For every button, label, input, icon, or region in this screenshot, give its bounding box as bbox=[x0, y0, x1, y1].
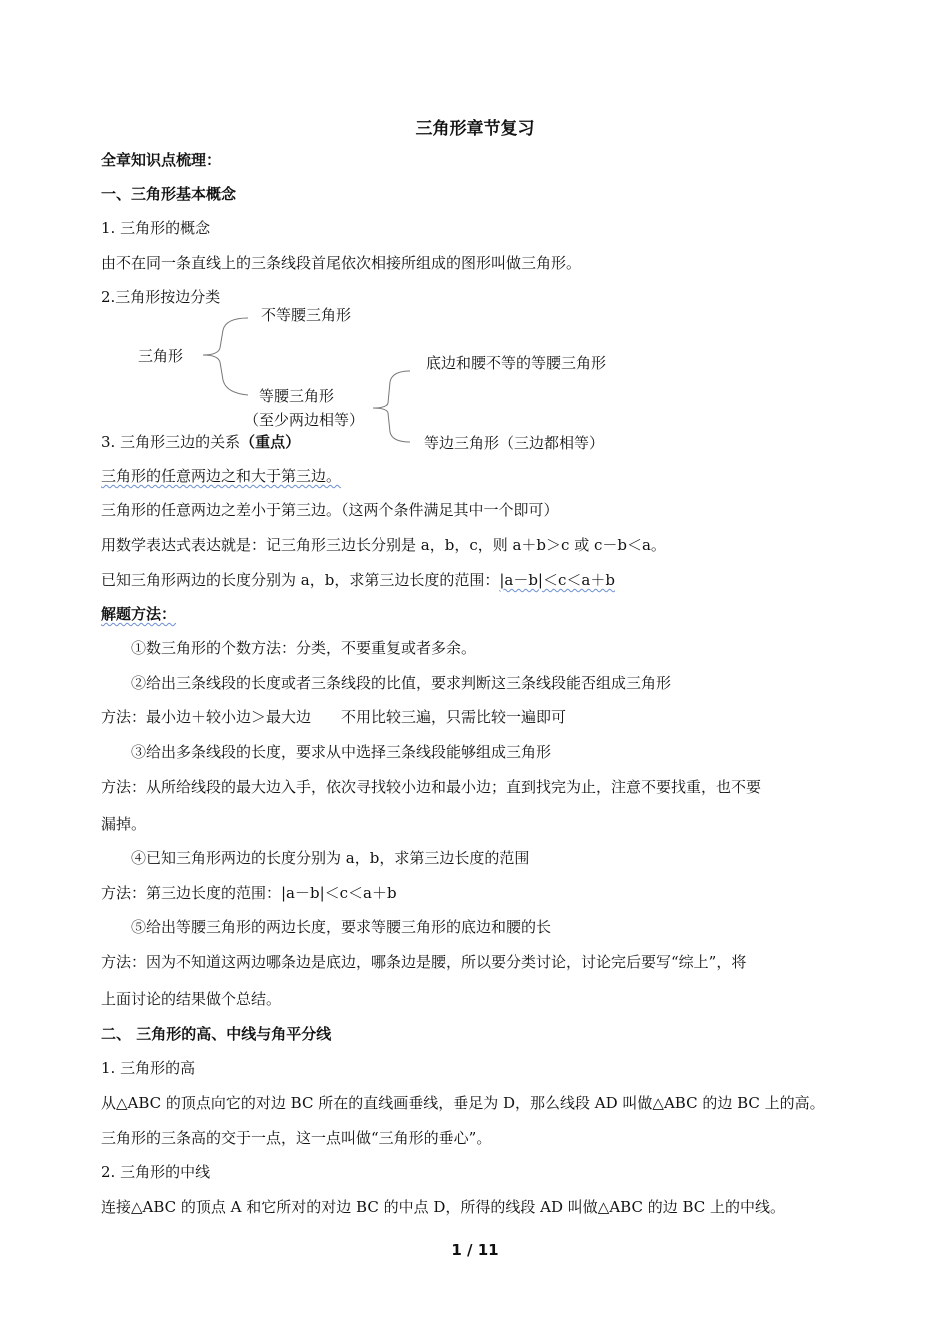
section2-item1-text2: 三角形的三条高的交于一点，这一点叫做“三角形的垂心”。 bbox=[101, 1129, 492, 1147]
overview-heading: 全章知识点梳理： bbox=[101, 151, 222, 169]
item3-line2: 三角形的任意两边之差小于第三边。（这两个条件满足其中一个即可） bbox=[101, 501, 559, 519]
section1-item2-title: 2.三角形按边分类 bbox=[101, 288, 221, 306]
class-isosceles-note: （至少两边相等） bbox=[244, 411, 365, 429]
item3-line4-prefix: 已知三角形两边的长度分别为 a，b，求第三边长度的范围： bbox=[101, 571, 500, 589]
item3-emphasis: （重点） bbox=[240, 433, 301, 451]
class-scalene: 不等腰三角形 bbox=[261, 306, 352, 324]
method-2-how bbox=[101, 707, 566, 727]
method-4-how: 方法：第三边长度的范围：|a－b|＜c＜a＋b bbox=[101, 884, 397, 902]
page-number: 1 / 11 bbox=[451, 1241, 499, 1259]
class-non-equilateral: 底边和腰不等的等腰三角形 bbox=[426, 354, 607, 372]
item3-line3: 用数学表达式表达就是：记三角形三边长分别是 a，b，c，则 a＋b＞c 或 c－b＜a。 bbox=[101, 536, 666, 554]
section2-heading: 二、 三角形的高、中线与角平分线 bbox=[101, 1025, 332, 1043]
method-2-how-b: 不用比较三遍，只需比较一遍即可 bbox=[341, 708, 567, 726]
section1-item1-title: 1. 三角形的概念 bbox=[101, 219, 211, 237]
methods-heading-text: 解题方法： bbox=[101, 605, 177, 623]
item3-title-text: 3. 三角形三边的关系 bbox=[101, 433, 241, 451]
class-root: 三角形 bbox=[138, 347, 184, 365]
method-3: ③给出多条线段的长度，要求从中选择三条线段能够组成三角形 bbox=[131, 743, 552, 761]
method-5-how-2: 上面讨论的结果做个总结。 bbox=[101, 990, 282, 1008]
item3-line1 bbox=[101, 466, 341, 486]
section2-item1-title: 1. 三角形的高 bbox=[101, 1059, 196, 1077]
brace-right bbox=[373, 371, 410, 442]
section1-heading: 一、三角形基本概念 bbox=[101, 185, 237, 203]
method-3-how-2: 漏掉。 bbox=[101, 815, 147, 833]
class-equilateral: 等边三角形（三边都相等） bbox=[424, 434, 605, 452]
item3-line4-formula: |a－b|＜c＜a＋b bbox=[499, 571, 615, 589]
method-2: ②给出三条线段的长度或者三条线段的比值，要求判断这三条线段能否组成三角形 bbox=[131, 674, 672, 692]
method-4: ④已知三角形两边的长度分别为 a，b，求第三边长度的范围 bbox=[131, 849, 530, 867]
methods-heading bbox=[101, 604, 176, 624]
section1-item1-text: 由不在同一条直线上的三条线段首尾依次相接所组成的图形叫做三角形。 bbox=[101, 254, 582, 272]
item3-line4 bbox=[101, 570, 615, 590]
method-1: ①数三角形的个数方法：分类，不要重复或者多余。 bbox=[131, 639, 477, 657]
method-5-how-1: 方法：因为不知道这两边哪条边是底边，哪条边是腰，所以要分类讨论，讨论完后要写“综上”，将 bbox=[101, 953, 747, 971]
section2-item2-title: 2. 三角形的中线 bbox=[101, 1163, 211, 1181]
item3-line1-text: 三角形的任意两边之和大于第三边。 bbox=[101, 467, 342, 485]
class-isosceles: 等腰三角形 bbox=[259, 387, 335, 405]
item3-title bbox=[101, 432, 300, 452]
method-2-how-a: 方法：最小边＋较小边＞最大边 bbox=[101, 708, 312, 726]
page-title: 三角形章节复习 bbox=[415, 119, 535, 139]
section2-item1-text1: 从△ABC 的顶点向它的对边 BC 所在的直线画垂线，垂足为 D，那么线段 AD 叫做△ABC 的边 BC 上的高。 bbox=[101, 1094, 825, 1112]
method-5: ⑤给出等腰三角形的两边长度，要求等腰三角形的底边和腰的长 bbox=[131, 918, 552, 936]
brace-left bbox=[203, 318, 248, 395]
method-3-how-1: 方法：从所给线段的最大边入手，依次寻找较小边和最小边；直到找完为止，注意不要找重，也不要 bbox=[101, 778, 762, 796]
section2-item2-text: 连接△ABC 的顶点 A 和它所对的对边 BC 的中点 D，所得的线段 AD 叫做△ABC 的边 BC 上的中线。 bbox=[101, 1198, 786, 1216]
